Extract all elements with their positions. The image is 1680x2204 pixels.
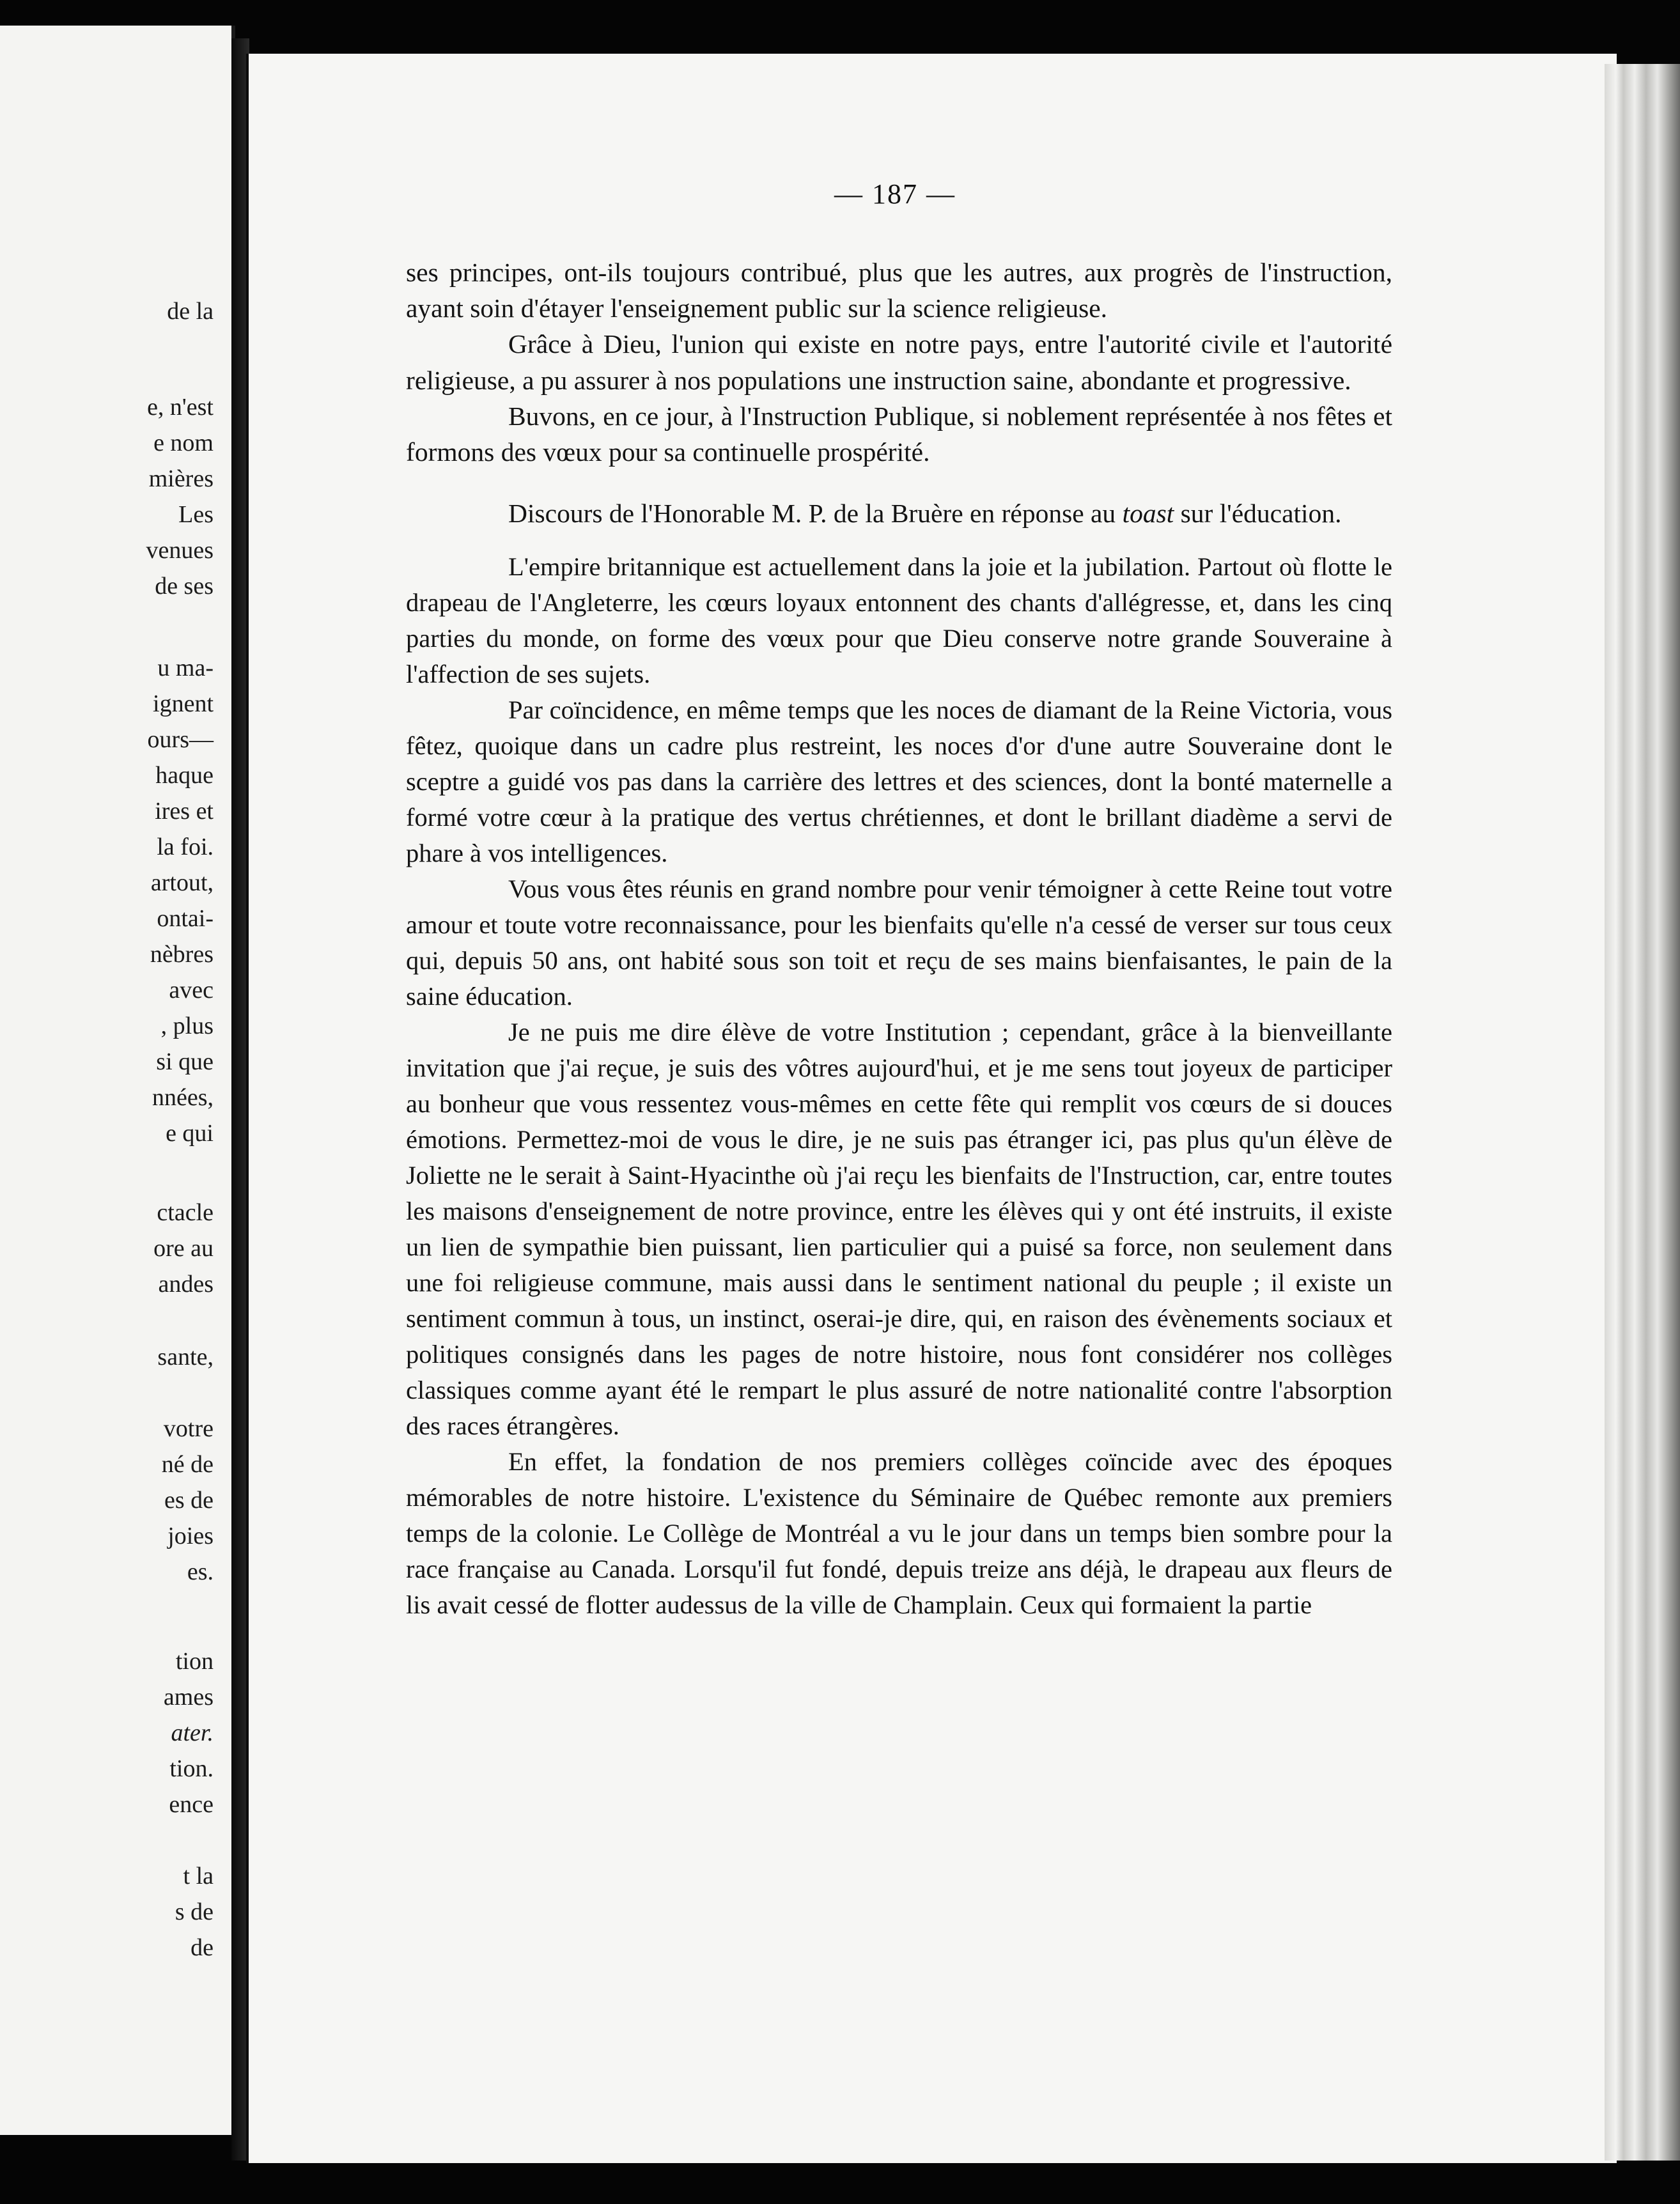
left-page-fragment: né de: [161, 1451, 214, 1478]
left-page-fragment: sante,: [157, 1344, 214, 1370]
left-page-fragment: ore au: [153, 1235, 214, 1262]
left-page-fragment: e, n'est: [147, 394, 214, 421]
paragraph: En effet, la fondation de nos premiers collèges coïncide avec des époques mémorables de notre histoire. L'existence du Séminaire de Québec remonte aux premiers temps de la colonie. Le Collège de Montréal a vu le jour dans un temps bien sombre pour la race française au Canada. Lorsqu'il fut fondé, depuis treize ans déjà, le drapeau aux fleurs de lis avait cessé de flotter audessus de la ville de Champlain. Ceux qui formaient la partie: [406, 1447, 1392, 1620]
left-page-fragment: Les: [178, 501, 214, 528]
left-page-fragment: joies: [167, 1523, 214, 1549]
left-page-fragment: de: [191, 1934, 214, 1961]
left-facing-page: [0, 26, 235, 2135]
speech-heading: [406, 495, 1392, 531]
left-page-fragment: es de: [164, 1487, 214, 1514]
speech-heading-italic: toast: [1122, 499, 1174, 529]
left-page-fragment: venues: [146, 537, 214, 564]
left-page-fragment: si que: [156, 1048, 214, 1075]
left-page-fragment: s de: [175, 1898, 214, 1925]
left-page-fragment: andes: [158, 1271, 214, 1298]
left-page-fragment: ctacle: [157, 1199, 214, 1226]
paragraph: L'empire britannique est actuellement dans la joie et la jubilation. Partout où flotte le drapeau de l'Angleterre, les cœurs loyaux entonnent des chants d'allégresse, et, dans les cinq parties du monde, on forme des vœux pour que Dieu conserve notre grande Souveraine à l'affection de ses sujets.: [406, 552, 1392, 689]
left-page-fragment: avec: [169, 977, 214, 1004]
page-text: [406, 254, 1392, 1623]
left-page-fragment: ires et: [155, 798, 214, 825]
speech-heading-text: sur l'éducation.: [1174, 499, 1342, 529]
left-page-fragment: ames: [163, 1684, 214, 1711]
left-page-fragment: ence: [169, 1791, 214, 1818]
left-page-fragment: t la: [183, 1863, 214, 1890]
left-page-fragment: tion: [175, 1648, 214, 1675]
page-number: — 187 —: [834, 178, 956, 210]
page-edge-stack: [1605, 64, 1680, 2161]
left-page-fragment: de la: [167, 298, 214, 325]
left-page-fragment: ours—: [147, 726, 214, 753]
left-page-fragment: e qui: [166, 1120, 214, 1147]
left-page-fragment: nèbres: [150, 941, 214, 968]
left-page-fragment: tion.: [169, 1755, 214, 1782]
left-page-fragment: votre: [163, 1415, 214, 1442]
left-page-fragment: ignent: [153, 690, 214, 717]
left-page-fragment: haque: [155, 762, 214, 789]
left-page-fragment: artout,: [150, 869, 214, 896]
speech-heading-text: Discours de l'Honorable M. P. de la Bruère en réponse au: [508, 499, 1123, 529]
left-page-fragment: la foi.: [157, 834, 214, 860]
left-page-fragment: mières: [148, 465, 214, 492]
left-page-fragment: es.: [187, 1558, 214, 1585]
left-page-fragment: ater.: [171, 1719, 214, 1746]
left-page-fragment: u ma-: [157, 655, 214, 681]
paragraph: Buvons, en ce jour, à l'Instruction Publique, si noblement représentée à nos fêtes et formons des vœux pour sa continuelle prospérité.: [406, 401, 1392, 467]
left-page-fragment: e nom: [153, 430, 214, 456]
paragraph-continuation: ses principes, ont-ils toujours contribué, plus que les autres, aux progrès de l'instruction, ayant soin d'étayer l'enseignement public sur la science religieuse.: [406, 258, 1392, 323]
paragraph: Par coïncidence, en même temps que les noces de diamant de la Reine Victoria, vous fêtez, quoique dans un cadre plus restreint, les noces d'or d'une autre Souveraine dont le sceptre a guidé vos pas dans la carrière des lettres et des sciences, dont la bonté maternelle a formé votre cœur à la pratique des vertus chrétiennes, et dont le brillant diadème a servi de phare à vos intelligences.: [406, 695, 1392, 868]
left-page-fragment: ontai-: [157, 905, 214, 932]
left-page-fragment: , plus: [160, 1013, 214, 1039]
left-page-fragment: nnées,: [152, 1084, 214, 1111]
paragraph: Vous vous êtes réunis en grand nombre pour venir témoigner à cette Reine tout votre amour et toute votre reconnaissance, pour les bienfaits qu'elle n'a cessé de verser sur tous ceux qui, depuis 50 ans, ont habité sous son toit et reçu de ses mains bienfaisantes, le pain de la saine éducation.: [406, 874, 1392, 1011]
paragraph: Grâce à Dieu, l'union qui existe en notre pays, entre l'autorité civile et l'autorité religieuse, a pu assurer à nos populations une instruction saine, abondante et progressive.: [406, 329, 1392, 395]
paragraph: Je ne puis me dire élève de votre Institution ; cependant, grâce à la bienveillante invitation que j'ai reçue, je suis des vôtres aujourd'hui, et je me sens tout joyeux de participer au bonheur que vous ressentez vous-mêmes en cette fête qui remplit vos cœurs de si douces émotions. Permettez-moi de vous le dire, je ne suis pas étranger ici, pas plus qu'un élève de Joliette ne le serait à Saint-Hyacinthe où j'ai reçu les bienfaits de l'Instruction, car, entre toutes les maisons d'enseignement de notre province, entre les élèves qui y ont été instruits, il existe un lien de sympathie bien puissant, lien particulier qui a puisé sa force, non seulement dans une foi religieuse commune, mais aussi dans le sentiment national du peuple ; il existe un sentiment commun à tous, un instinct, oserai-je dire, qui, en raison des évènements sociaux et politiques consignés dans les pages de notre histoire, nous font considérer nos collèges classiques comme ayant été le rempart le plus assuré de notre nationalité contre l'absorption des races étrangères.: [406, 1018, 1392, 1441]
left-page-fragment: de ses: [155, 573, 214, 600]
